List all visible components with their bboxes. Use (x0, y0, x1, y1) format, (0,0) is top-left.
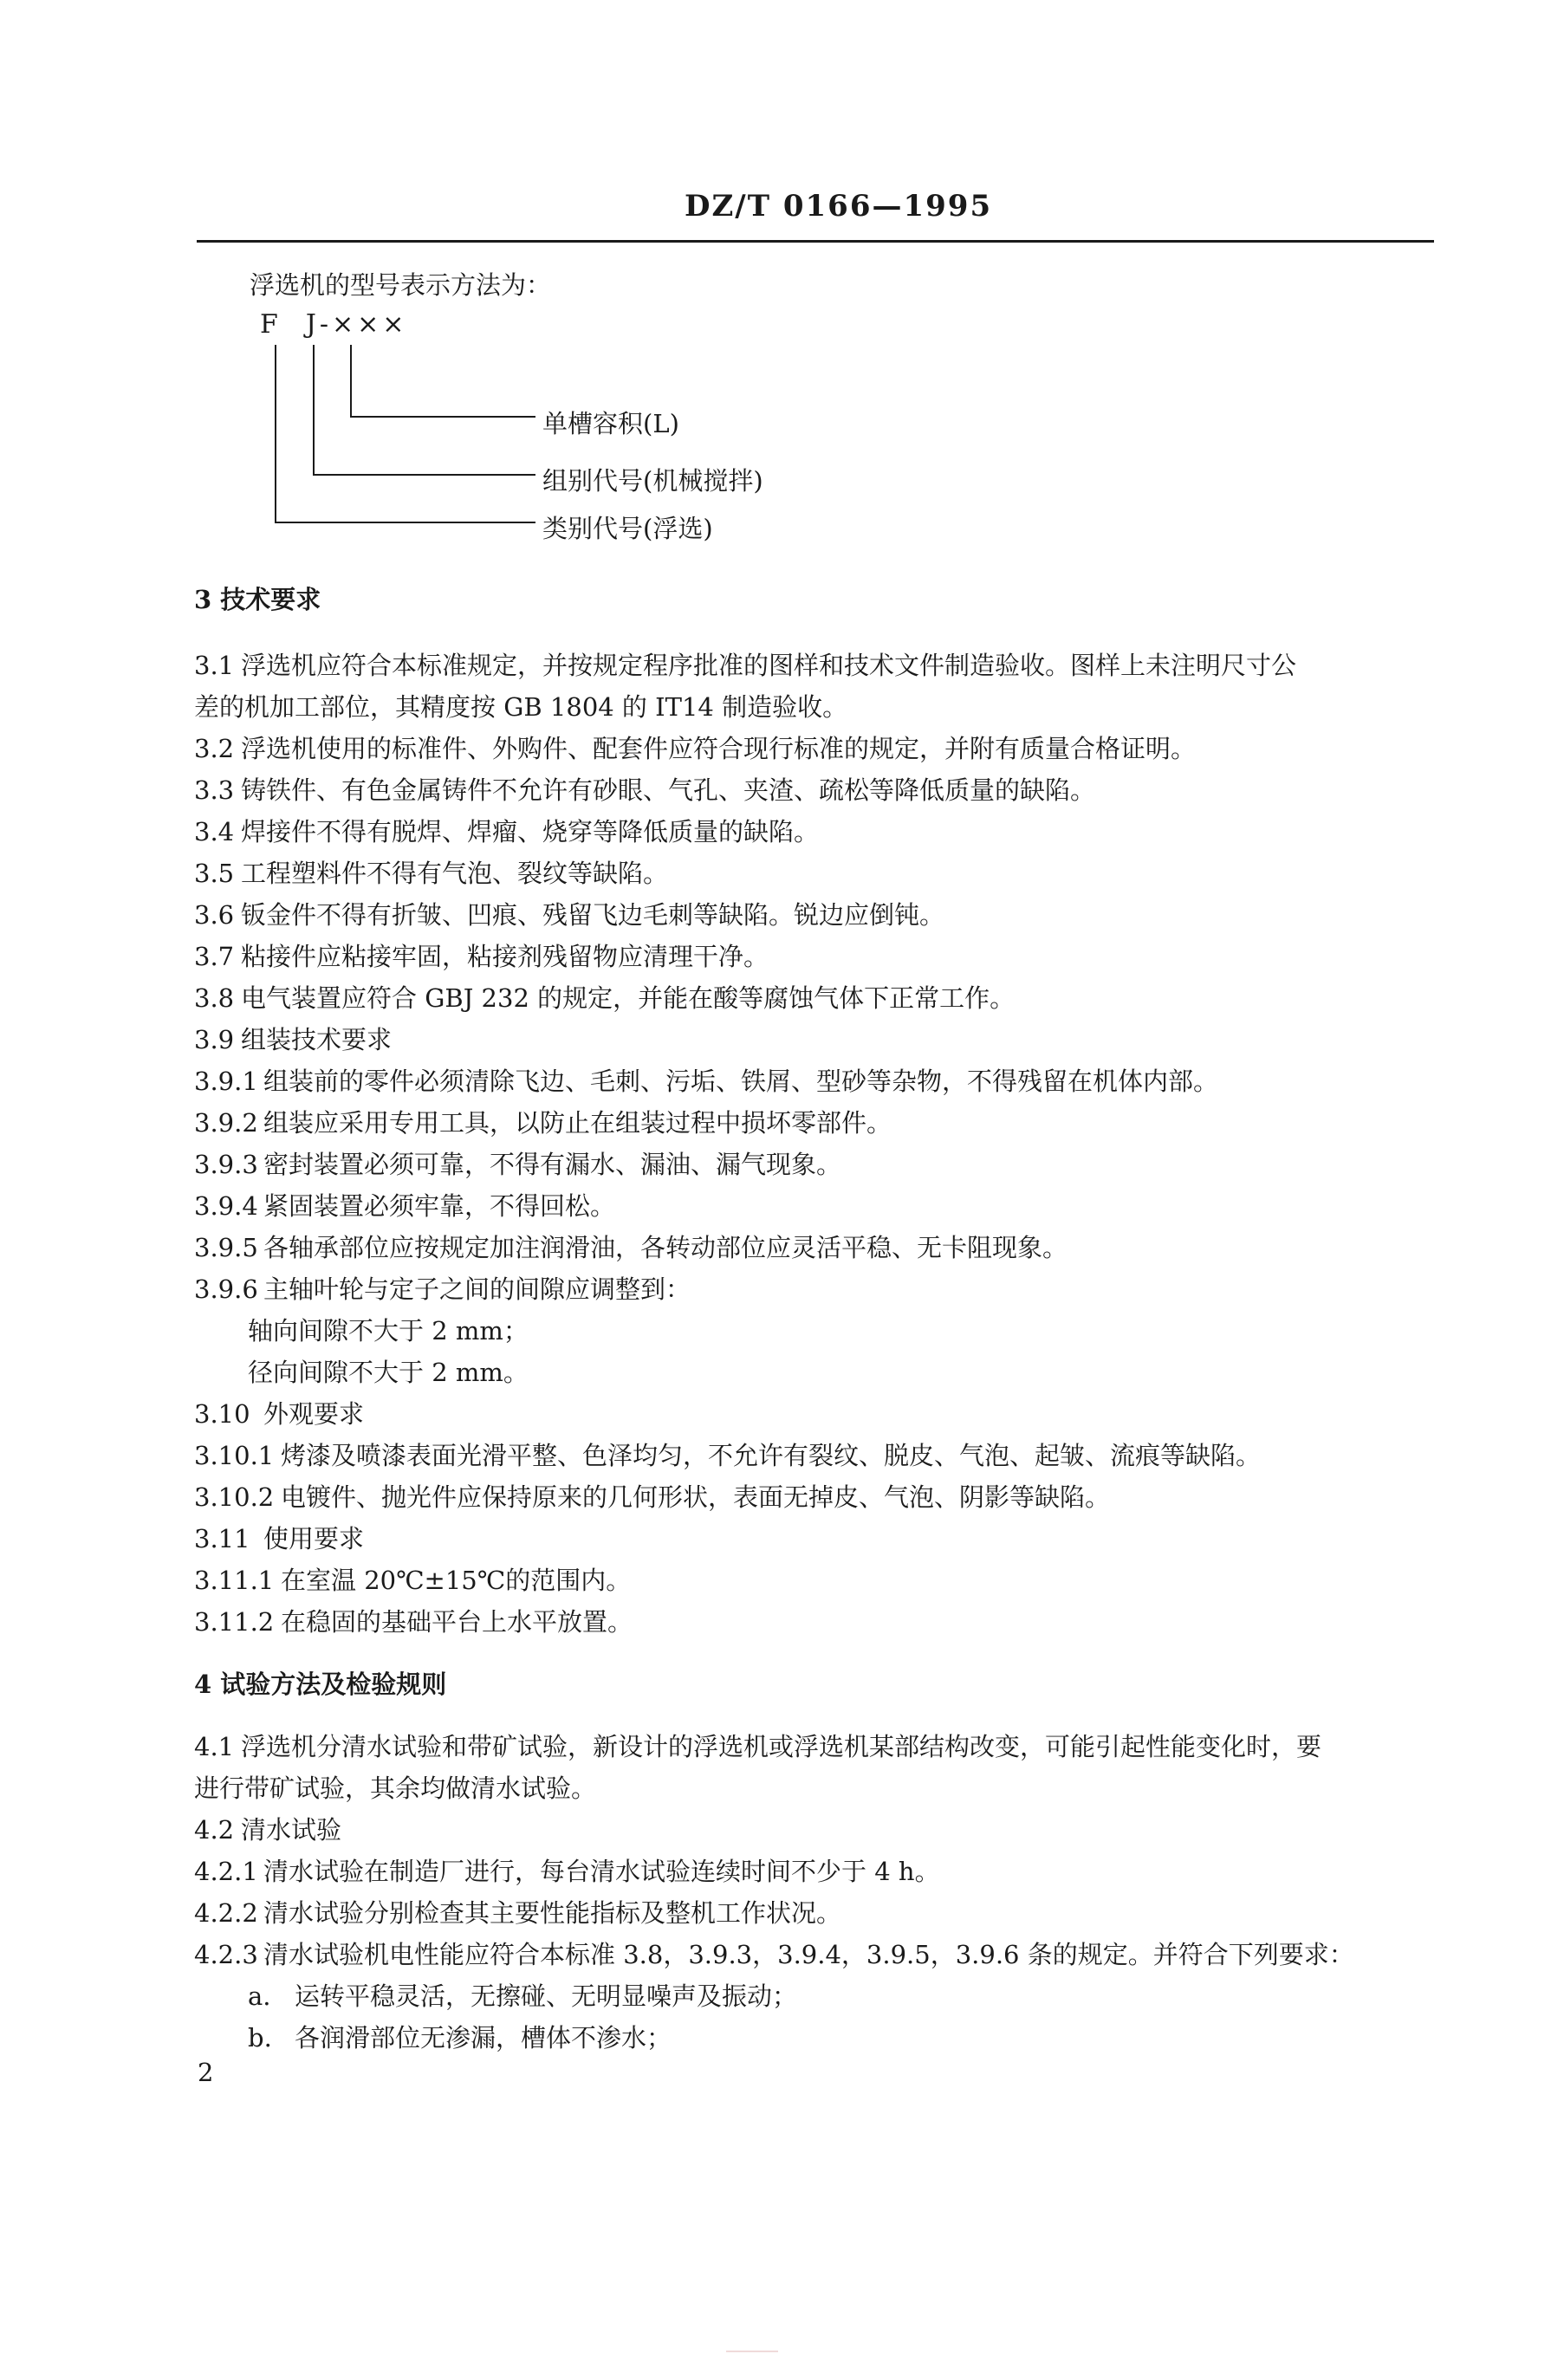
clause-3-1-cont: 差的机加工部位，其精度按 GB 1804 的 IT14 制造验收。 (194, 692, 848, 722)
clause-3-11: 3.11 使用要求 (194, 1524, 365, 1553)
clause-3-9-6-radial: 径向间隙不大于 2 mm。 (248, 1358, 529, 1387)
model-code-rest: J-××× (305, 309, 408, 340)
clause-3-11-2: 3.11.2 在稳固的基础平台上水平放置。 (194, 1607, 633, 1637)
clause-3-4: 3.4 焊接件不得有脱焊、焊瘤、烧穿等降低质量的缺陷。 (194, 817, 820, 846)
model-code-first: F (260, 309, 282, 340)
model-label-category: 类别代号(浮选) (542, 514, 713, 543)
clause-3-9-2: 3.9.2 组装应采用专用工具，以防止在组装过程中损坏零部件。 (194, 1108, 892, 1138)
clause-3-7: 3.7 粘接件应粘接牢固，粘接剂残留物应清理干净。 (194, 942, 769, 971)
clause-4-2-3: 4.2.3 清水试验机电性能应符合本标准 3.8，3.9.3，3.9.4，3.9.5，3.9.6 条的规定。并符合下列要求： (194, 1940, 1354, 1969)
scan-mark (726, 2351, 778, 2352)
clause-4-2-1: 4.2.1 清水试验在制造厂进行，每台清水试验连续时间不少于 4 h。 (194, 1857, 940, 1886)
section-4-heading: 4 试验方法及检验规则 (194, 1670, 447, 1699)
clause-3-9-3: 3.9.3 密封装置必须可靠，不得有漏水、漏油、漏气现象。 (194, 1150, 842, 1179)
standard-code: DZ/T 0166—1995 (685, 189, 993, 224)
clause-3-5: 3.5 工程塑料件不得有气泡、裂纹等缺陷。 (194, 859, 669, 888)
page-number: 2 (198, 2058, 214, 2087)
clause-3-9-5: 3.9.5 各轴承部位应按规定加注润滑油，各转动部位应灵活平稳、无卡阻现象。 (194, 1233, 1068, 1262)
clause-3-9-1: 3.9.1 组装前的零件必须清除飞边、毛刺、污垢、铁屑、型砂等杂物，不得残留在机体内部。 (194, 1067, 1219, 1096)
model-code-diagram (260, 342, 555, 550)
clause-4-2-3-a: a. 运转平稳灵活，无擦碰、无明显噪声及振动； (248, 1981, 798, 2011)
clause-3-3: 3.3 铸铁件、有色金属铸件不允许有砂眼、气孔、夹渣、疏松等降低质量的缺陷。 (194, 775, 1096, 805)
clause-4-1: 4.1 浮选机分清水试验和带矿试验，新设计的浮选机或浮选机某部结构改变，可能引起性能变化时，要 (194, 1732, 1322, 1761)
bracket-line-volume (351, 345, 535, 417)
section-3-heading: 3 技术要求 (194, 585, 321, 614)
model-label-group: 组别代号(机械搅拌) (542, 466, 763, 496)
clause-3-11-1: 3.11.1 在室温 20℃±15℃的范围内。 (194, 1566, 632, 1595)
clause-3-10: 3.10 外观要求 (194, 1399, 365, 1429)
clause-3-8: 3.8 电气装置应符合 GBJ 232 的规定，并能在酸等腐蚀气体下正常工作。 (194, 983, 1016, 1013)
clause-3-2: 3.2 浮选机使用的标准件、外购件、配套件应符合现行标准的规定，并附有质量合格证明。 (194, 734, 1197, 763)
clause-3-9: 3.9 组装技术要求 (194, 1025, 393, 1054)
header-rule (197, 240, 1434, 243)
clause-3-6: 3.6 钣金件不得有折皱、凹痕、残留飞边毛刺等缺陷。锐边应倒钝。 (194, 900, 945, 930)
model-code (260, 309, 407, 340)
clause-3-1: 3.1 浮选机应符合本标准规定，并按规定程序批准的图样和技术文件制造验收。图样上未注明尺寸公 (194, 651, 1297, 680)
clause-4-2-2: 4.2.2 清水试验分别检查其主要性能指标及整机工作状况。 (194, 1898, 842, 1928)
clause-3-9-6-axial: 轴向间隙不大于 2 mm； (248, 1316, 529, 1346)
clause-4-2-3-b: b. 各润滑部位无渗漏，槽体不渗水； (248, 2023, 672, 2053)
clause-4-1-cont: 进行带矿试验，其余均做清水试验。 (194, 1774, 597, 1803)
bracket-line-group (314, 345, 535, 475)
model-intro: 浮选机的型号表示方法为： (250, 270, 552, 300)
clause-3-9-6: 3.9.6 主轴叶轮与定子之间的间隙应调整到： (194, 1274, 691, 1304)
clause-3-10-2: 3.10.2 电镀件、抛光件应保持原来的几何形状，表面无掉皮、气泡、阴影等缺陷。 (194, 1482, 1111, 1512)
model-label-volume: 单槽容积(L) (542, 409, 679, 438)
clause-4-2: 4.2 清水试验 (194, 1815, 342, 1845)
clause-3-10-1: 3.10.1 烤漆及喷漆表面光滑平整、色泽均匀，不允许有裂纹、脱皮、气泡、起皱、流痕等缺陷。 (194, 1441, 1262, 1470)
clause-3-9-4: 3.9.4 紧固装置必须牢靠，不得回松。 (194, 1191, 616, 1221)
